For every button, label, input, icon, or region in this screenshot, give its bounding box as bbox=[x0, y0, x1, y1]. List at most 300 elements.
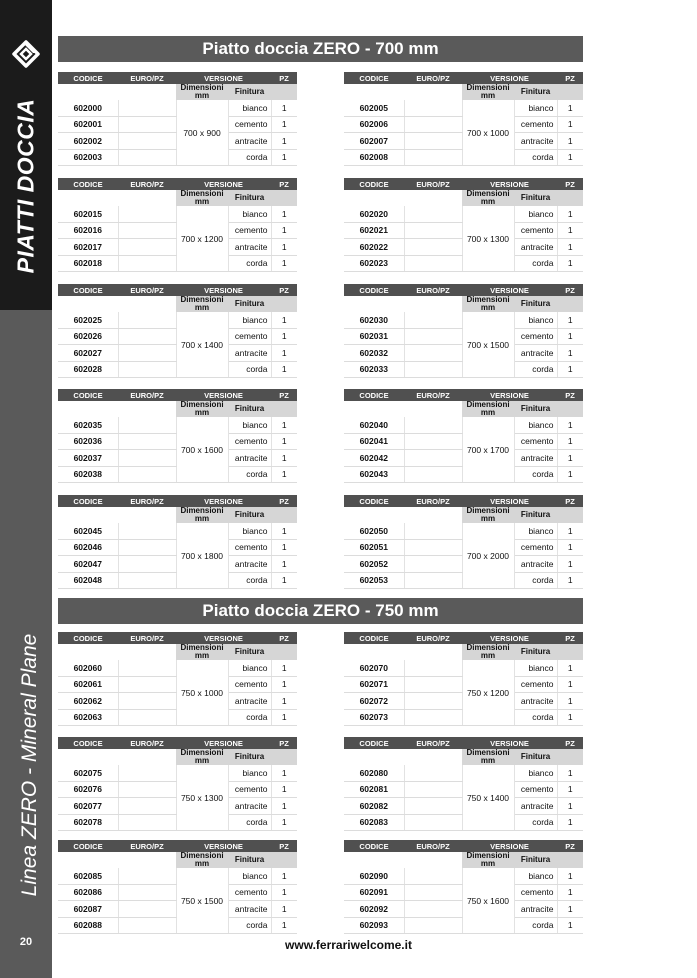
finish-cell: bianco bbox=[228, 765, 271, 781]
product-code: 602002 bbox=[58, 133, 118, 150]
table-row bbox=[58, 417, 297, 433]
pz-cell: 1 bbox=[557, 901, 583, 918]
price-cell bbox=[118, 539, 176, 556]
subheader-dimensioni: Dimensioni mm bbox=[176, 190, 228, 206]
product-table bbox=[58, 495, 297, 589]
finish-cell: cemento bbox=[514, 116, 557, 133]
pz-cell: 1 bbox=[271, 239, 297, 256]
product-code: 602027 bbox=[58, 345, 118, 362]
header-euro: EURO/PZ bbox=[118, 737, 176, 749]
price-cell bbox=[404, 239, 462, 256]
product-code: 602047 bbox=[58, 556, 118, 573]
product-code: 602020 bbox=[344, 206, 404, 222]
finish-cell: cemento bbox=[514, 884, 557, 901]
subheader-blank bbox=[58, 84, 118, 100]
header-versione: VERSIONE bbox=[176, 737, 271, 749]
subheader-blank bbox=[344, 401, 404, 417]
finish-cell: corda bbox=[514, 917, 557, 934]
price-cell bbox=[404, 814, 462, 831]
header-euro: EURO/PZ bbox=[404, 389, 462, 401]
subheader-blank bbox=[344, 190, 404, 206]
product-code: 602087 bbox=[58, 901, 118, 918]
finish-cell: antracite bbox=[228, 450, 271, 467]
table-row bbox=[58, 765, 297, 781]
product-code: 602093 bbox=[344, 917, 404, 934]
subheader-blank bbox=[404, 749, 462, 765]
product-code: 602016 bbox=[58, 222, 118, 239]
subheader-blank bbox=[404, 296, 462, 312]
finish-cell: antracite bbox=[514, 345, 557, 362]
pz-cell: 1 bbox=[271, 556, 297, 573]
price-cell bbox=[118, 222, 176, 239]
header-codice: CODICE bbox=[58, 632, 118, 644]
subheader-blank bbox=[557, 401, 583, 417]
table-row bbox=[58, 312, 297, 328]
price-cell bbox=[404, 149, 462, 166]
price-cell bbox=[404, 660, 462, 676]
pz-cell: 1 bbox=[557, 693, 583, 710]
subheader-blank bbox=[557, 190, 583, 206]
finish-cell: corda bbox=[514, 572, 557, 589]
price-cell bbox=[404, 798, 462, 815]
header-versione: VERSIONE bbox=[462, 72, 557, 84]
product-code: 602050 bbox=[344, 523, 404, 539]
price-cell bbox=[118, 814, 176, 831]
product-code: 602021 bbox=[344, 222, 404, 239]
dimension-cell: 750 x 1000 bbox=[176, 660, 228, 726]
product-table bbox=[344, 284, 583, 378]
subheader-blank bbox=[118, 644, 176, 660]
price-cell bbox=[404, 222, 462, 239]
dimension-cell: 700 x 2000 bbox=[462, 523, 514, 589]
pz-cell: 1 bbox=[557, 781, 583, 798]
product-code: 602088 bbox=[58, 917, 118, 934]
table-row bbox=[344, 100, 583, 116]
header-euro: EURO/PZ bbox=[118, 178, 176, 190]
header-pz: PZ bbox=[271, 389, 297, 401]
table-row bbox=[344, 868, 583, 884]
subheader-finitura: Finitura bbox=[228, 401, 271, 417]
subheader-blank bbox=[557, 507, 583, 523]
header-pz: PZ bbox=[271, 632, 297, 644]
pz-cell: 1 bbox=[557, 133, 583, 150]
price-cell bbox=[404, 901, 462, 918]
pz-cell: 1 bbox=[271, 798, 297, 815]
pz-cell: 1 bbox=[557, 255, 583, 272]
finish-cell: cemento bbox=[514, 328, 557, 345]
table-row bbox=[344, 417, 583, 433]
pz-cell: 1 bbox=[271, 676, 297, 693]
subheader-finitura: Finitura bbox=[228, 190, 271, 206]
subheader-dimensioni: Dimensioni mm bbox=[176, 852, 228, 868]
table-row bbox=[344, 765, 583, 781]
price-cell bbox=[118, 466, 176, 483]
table-row bbox=[344, 523, 583, 539]
finish-cell: cemento bbox=[228, 884, 271, 901]
subheader-blank bbox=[118, 749, 176, 765]
pz-cell: 1 bbox=[271, 100, 297, 116]
header-pz: PZ bbox=[557, 495, 583, 507]
dimension-cell: 700 x 900 bbox=[176, 100, 228, 166]
subheader-blank bbox=[344, 749, 404, 765]
subheader-blank bbox=[118, 84, 176, 100]
product-code: 602008 bbox=[344, 149, 404, 166]
header-euro: EURO/PZ bbox=[404, 737, 462, 749]
dimension-cell: 750 x 1500 bbox=[176, 868, 228, 934]
finish-cell: corda bbox=[514, 814, 557, 831]
header-versione: VERSIONE bbox=[176, 284, 271, 296]
header-pz: PZ bbox=[271, 495, 297, 507]
header-codice: CODICE bbox=[344, 284, 404, 296]
finish-cell: antracite bbox=[228, 798, 271, 815]
subheader-dimensioni: Dimensioni mm bbox=[462, 507, 514, 523]
finish-cell: bianco bbox=[514, 523, 557, 539]
pz-cell: 1 bbox=[557, 116, 583, 133]
dimension-cell: 700 x 1000 bbox=[462, 100, 514, 166]
pz-cell: 1 bbox=[557, 868, 583, 884]
finish-cell: bianco bbox=[228, 206, 271, 222]
product-code: 602035 bbox=[58, 417, 118, 433]
price-cell bbox=[118, 100, 176, 116]
header-codice: CODICE bbox=[344, 72, 404, 84]
product-code: 602077 bbox=[58, 798, 118, 815]
pz-cell: 1 bbox=[271, 450, 297, 467]
header-codice: CODICE bbox=[344, 737, 404, 749]
price-cell bbox=[404, 206, 462, 222]
header-codice: CODICE bbox=[344, 178, 404, 190]
product-code: 602092 bbox=[344, 901, 404, 918]
finish-cell: cemento bbox=[228, 433, 271, 450]
product-code: 602015 bbox=[58, 206, 118, 222]
subheader-dimensioni: Dimensioni mm bbox=[176, 84, 228, 100]
pz-cell: 1 bbox=[271, 868, 297, 884]
subheader-blank bbox=[58, 401, 118, 417]
product-code: 602032 bbox=[344, 345, 404, 362]
pz-cell: 1 bbox=[557, 466, 583, 483]
product-code: 602022 bbox=[344, 239, 404, 256]
finish-cell: bianco bbox=[228, 523, 271, 539]
product-table bbox=[344, 389, 583, 483]
pz-cell: 1 bbox=[271, 814, 297, 831]
subheader-dimensioni: Dimensioni mm bbox=[462, 190, 514, 206]
header-pz: PZ bbox=[557, 737, 583, 749]
price-cell bbox=[404, 539, 462, 556]
page-number: 20 bbox=[19, 936, 33, 948]
finish-cell: bianco bbox=[514, 417, 557, 433]
pz-cell: 1 bbox=[271, 466, 297, 483]
subheader-blank bbox=[557, 644, 583, 660]
pz-cell: 1 bbox=[271, 539, 297, 556]
product-table bbox=[58, 284, 297, 378]
price-cell bbox=[404, 255, 462, 272]
header-pz: PZ bbox=[557, 72, 583, 84]
pz-cell: 1 bbox=[557, 709, 583, 726]
price-cell bbox=[118, 116, 176, 133]
ferrari-welcome-logo-icon bbox=[12, 40, 40, 68]
subheader-blank bbox=[271, 852, 297, 868]
finish-cell: bianco bbox=[228, 100, 271, 116]
finish-cell: bianco bbox=[228, 312, 271, 328]
finish-cell: corda bbox=[514, 361, 557, 378]
finish-cell: antracite bbox=[228, 133, 271, 150]
finish-cell: corda bbox=[514, 149, 557, 166]
pz-cell: 1 bbox=[271, 417, 297, 433]
price-cell bbox=[118, 239, 176, 256]
finish-cell: bianco bbox=[228, 417, 271, 433]
product-table bbox=[344, 632, 583, 726]
finish-cell: bianco bbox=[514, 206, 557, 222]
header-codice: CODICE bbox=[344, 840, 404, 852]
subheader-blank bbox=[557, 296, 583, 312]
subheader-blank bbox=[344, 507, 404, 523]
subheader-dimensioni: Dimensioni mm bbox=[462, 644, 514, 660]
subheader-blank bbox=[58, 852, 118, 868]
dimension-cell: 700 x 1700 bbox=[462, 417, 514, 483]
pz-cell: 1 bbox=[271, 361, 297, 378]
subheader-dimensioni: Dimensioni mm bbox=[462, 749, 514, 765]
price-cell bbox=[404, 676, 462, 693]
pz-cell: 1 bbox=[271, 116, 297, 133]
subheader-blank bbox=[271, 190, 297, 206]
price-cell bbox=[404, 884, 462, 901]
product-code: 602062 bbox=[58, 693, 118, 710]
product-table bbox=[58, 632, 297, 726]
pz-cell: 1 bbox=[557, 433, 583, 450]
subheader-dimensioni: Dimensioni mm bbox=[462, 852, 514, 868]
subheader-blank bbox=[557, 749, 583, 765]
finish-cell: antracite bbox=[514, 239, 557, 256]
pz-cell: 1 bbox=[271, 693, 297, 710]
finish-cell: bianco bbox=[514, 765, 557, 781]
price-cell bbox=[404, 361, 462, 378]
pz-cell: 1 bbox=[271, 133, 297, 150]
pz-cell: 1 bbox=[557, 312, 583, 328]
finish-cell: cemento bbox=[514, 781, 557, 798]
subheader-blank bbox=[271, 84, 297, 100]
header-euro: EURO/PZ bbox=[118, 840, 176, 852]
finish-cell: antracite bbox=[228, 693, 271, 710]
finish-cell: corda bbox=[514, 466, 557, 483]
price-cell bbox=[404, 693, 462, 710]
pz-cell: 1 bbox=[271, 255, 297, 272]
subheader-finitura: Finitura bbox=[228, 296, 271, 312]
header-versione: VERSIONE bbox=[462, 389, 557, 401]
product-table bbox=[344, 178, 583, 272]
product-code: 602086 bbox=[58, 884, 118, 901]
subheader-dimensioni: Dimensioni mm bbox=[176, 401, 228, 417]
pz-cell: 1 bbox=[271, 884, 297, 901]
finish-cell: corda bbox=[514, 709, 557, 726]
price-cell bbox=[404, 917, 462, 934]
finish-cell: bianco bbox=[228, 868, 271, 884]
pz-cell: 1 bbox=[557, 345, 583, 362]
subheader-blank bbox=[118, 852, 176, 868]
footer-url[interactable]: www.ferrariwelcome.it bbox=[285, 938, 412, 952]
subheader-blank bbox=[404, 190, 462, 206]
pz-cell: 1 bbox=[271, 917, 297, 934]
header-versione: VERSIONE bbox=[176, 178, 271, 190]
price-cell bbox=[118, 917, 176, 934]
subheader-blank bbox=[58, 190, 118, 206]
product-table bbox=[344, 840, 583, 934]
product-code: 602037 bbox=[58, 450, 118, 467]
price-cell bbox=[118, 206, 176, 222]
header-codice: CODICE bbox=[344, 389, 404, 401]
price-cell bbox=[118, 149, 176, 166]
dimension-cell: 750 x 1200 bbox=[462, 660, 514, 726]
header-versione: VERSIONE bbox=[462, 178, 557, 190]
header-euro: EURO/PZ bbox=[404, 72, 462, 84]
price-cell bbox=[118, 709, 176, 726]
section-header-750: Piatto doccia ZERO - 750 mm bbox=[58, 598, 583, 624]
price-cell bbox=[404, 133, 462, 150]
header-versione: VERSIONE bbox=[462, 737, 557, 749]
subheader-blank bbox=[404, 507, 462, 523]
subheader-finitura: Finitura bbox=[514, 296, 557, 312]
subheader-dimensioni: Dimensioni mm bbox=[176, 507, 228, 523]
header-pz: PZ bbox=[557, 840, 583, 852]
header-pz: PZ bbox=[271, 72, 297, 84]
price-cell bbox=[404, 345, 462, 362]
sidebar-title: PIATTI DOCCIA bbox=[12, 98, 39, 274]
finish-cell: antracite bbox=[228, 556, 271, 573]
dimension-cell: 700 x 1800 bbox=[176, 523, 228, 589]
finish-cell: cemento bbox=[514, 433, 557, 450]
price-cell bbox=[404, 765, 462, 781]
subheader-blank bbox=[118, 507, 176, 523]
pz-cell: 1 bbox=[557, 884, 583, 901]
product-code: 602046 bbox=[58, 539, 118, 556]
product-code: 602025 bbox=[58, 312, 118, 328]
price-cell bbox=[404, 312, 462, 328]
header-pz: PZ bbox=[271, 284, 297, 296]
header-pz: PZ bbox=[557, 389, 583, 401]
pz-cell: 1 bbox=[271, 222, 297, 239]
dimension-cell: 750 x 1600 bbox=[462, 868, 514, 934]
header-versione: VERSIONE bbox=[176, 840, 271, 852]
subheader-finitura: Finitura bbox=[228, 749, 271, 765]
price-cell bbox=[404, 523, 462, 539]
finish-cell: bianco bbox=[514, 312, 557, 328]
header-pz: PZ bbox=[271, 737, 297, 749]
product-code: 602028 bbox=[58, 361, 118, 378]
price-cell bbox=[118, 450, 176, 467]
price-cell bbox=[118, 781, 176, 798]
finish-cell: bianco bbox=[514, 868, 557, 884]
subheader-finitura: Finitura bbox=[228, 644, 271, 660]
product-table bbox=[58, 72, 297, 166]
price-cell bbox=[118, 433, 176, 450]
subheader-blank bbox=[344, 296, 404, 312]
dimension-cell: 750 x 1400 bbox=[462, 765, 514, 831]
header-codice: CODICE bbox=[58, 178, 118, 190]
product-code: 602080 bbox=[344, 765, 404, 781]
subheader-blank bbox=[344, 852, 404, 868]
header-euro: EURO/PZ bbox=[404, 840, 462, 852]
subheader-dimensioni: Dimensioni mm bbox=[176, 296, 228, 312]
pz-cell: 1 bbox=[271, 709, 297, 726]
pz-cell: 1 bbox=[271, 901, 297, 918]
subheader-blank bbox=[58, 296, 118, 312]
finish-cell: cemento bbox=[514, 539, 557, 556]
header-codice: CODICE bbox=[58, 495, 118, 507]
finish-cell: corda bbox=[228, 814, 271, 831]
price-cell bbox=[118, 417, 176, 433]
price-cell bbox=[404, 466, 462, 483]
product-code: 602042 bbox=[344, 450, 404, 467]
dimension-cell: 700 x 1300 bbox=[462, 206, 514, 272]
finish-cell: antracite bbox=[514, 556, 557, 573]
price-cell bbox=[118, 572, 176, 589]
header-pz: PZ bbox=[271, 178, 297, 190]
pz-cell: 1 bbox=[557, 539, 583, 556]
product-code: 602090 bbox=[344, 868, 404, 884]
product-table bbox=[58, 178, 297, 272]
product-code: 602033 bbox=[344, 361, 404, 378]
price-cell bbox=[118, 133, 176, 150]
table-row bbox=[58, 660, 297, 676]
finish-cell: cemento bbox=[228, 781, 271, 798]
dimension-cell: 700 x 1200 bbox=[176, 206, 228, 272]
table-row bbox=[344, 312, 583, 328]
finish-cell: cemento bbox=[228, 116, 271, 133]
header-codice: CODICE bbox=[58, 840, 118, 852]
finish-cell: cemento bbox=[228, 222, 271, 239]
subheader-dimensioni: Dimensioni mm bbox=[462, 84, 514, 100]
header-pz: PZ bbox=[557, 178, 583, 190]
pz-cell: 1 bbox=[271, 328, 297, 345]
product-code: 602070 bbox=[344, 660, 404, 676]
header-versione: VERSIONE bbox=[176, 389, 271, 401]
product-code: 602053 bbox=[344, 572, 404, 589]
header-versione: VERSIONE bbox=[462, 632, 557, 644]
price-cell bbox=[404, 433, 462, 450]
subheader-dimensioni: Dimensioni mm bbox=[176, 749, 228, 765]
pz-cell: 1 bbox=[557, 206, 583, 222]
pz-cell: 1 bbox=[557, 417, 583, 433]
product-code: 602051 bbox=[344, 539, 404, 556]
subheader-blank bbox=[58, 644, 118, 660]
subheader-blank bbox=[271, 296, 297, 312]
finish-cell: corda bbox=[228, 361, 271, 378]
product-code: 602000 bbox=[58, 100, 118, 116]
price-cell bbox=[404, 868, 462, 884]
subheader-blank bbox=[118, 296, 176, 312]
price-cell bbox=[118, 523, 176, 539]
pz-cell: 1 bbox=[557, 222, 583, 239]
product-code: 602073 bbox=[344, 709, 404, 726]
finish-cell: corda bbox=[228, 709, 271, 726]
finish-cell: bianco bbox=[514, 100, 557, 116]
pz-cell: 1 bbox=[557, 660, 583, 676]
finish-cell: antracite bbox=[228, 901, 271, 918]
price-cell bbox=[118, 676, 176, 693]
price-cell bbox=[404, 572, 462, 589]
pz-cell: 1 bbox=[557, 798, 583, 815]
subheader-dimensioni: Dimensioni mm bbox=[462, 401, 514, 417]
product-table bbox=[344, 72, 583, 166]
product-code: 602048 bbox=[58, 572, 118, 589]
subheader-blank bbox=[271, 401, 297, 417]
header-versione: VERSIONE bbox=[176, 495, 271, 507]
product-code: 602023 bbox=[344, 255, 404, 272]
table-row bbox=[58, 100, 297, 116]
pz-cell: 1 bbox=[557, 917, 583, 934]
subheader-blank bbox=[404, 644, 462, 660]
header-versione: VERSIONE bbox=[462, 840, 557, 852]
subheader-blank bbox=[404, 852, 462, 868]
header-versione: VERSIONE bbox=[176, 632, 271, 644]
